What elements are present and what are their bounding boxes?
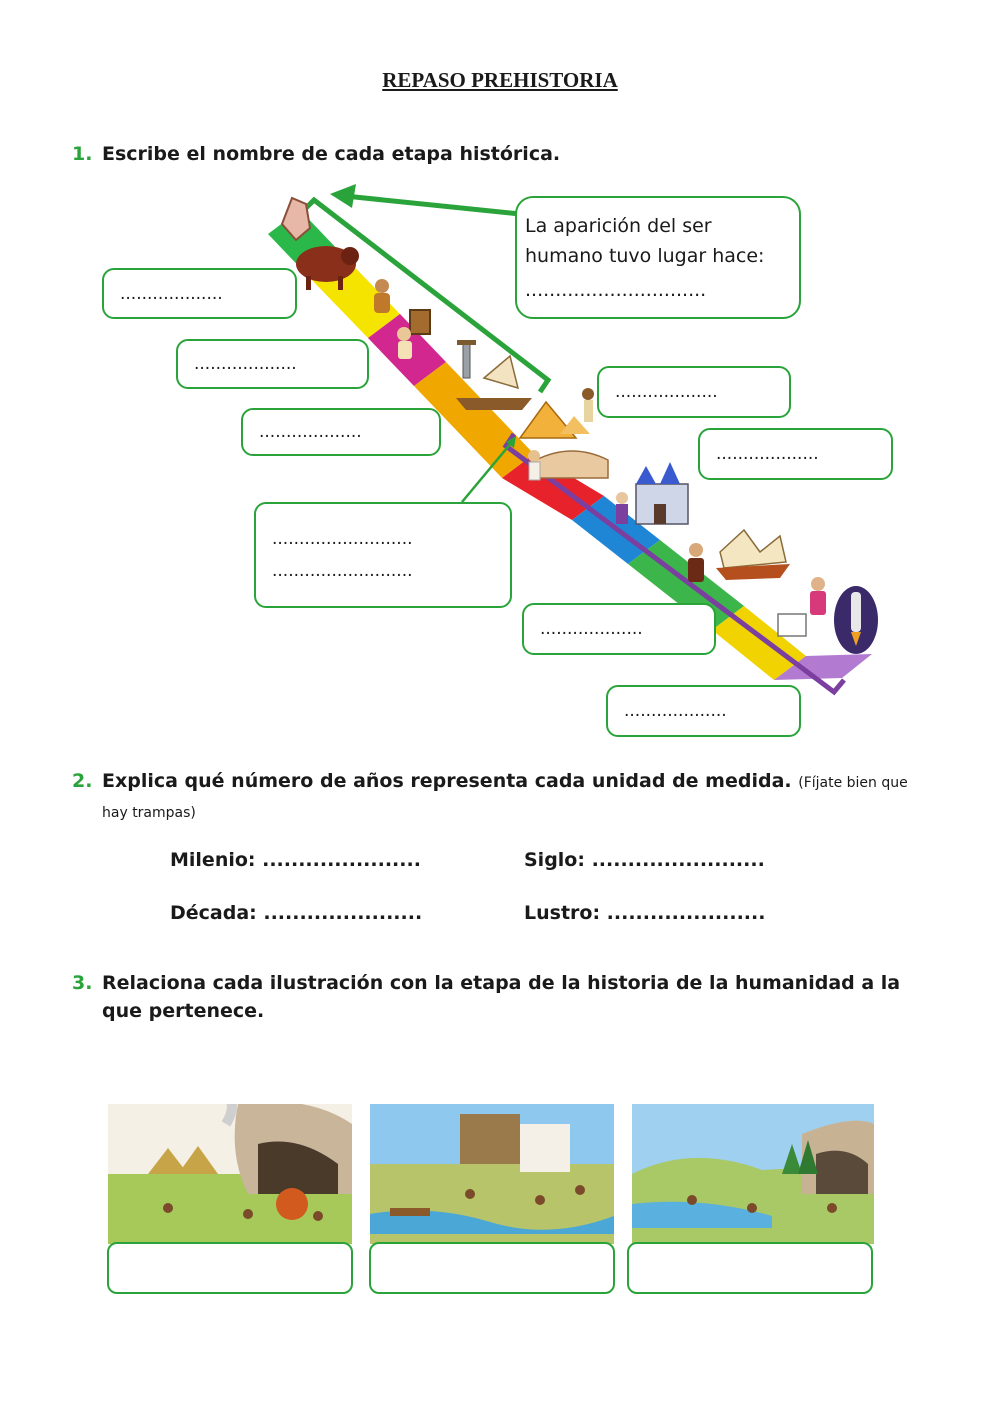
stage-answer-box-5[interactable]	[698, 428, 893, 480]
stage-answer-box-3[interactable]	[241, 408, 441, 456]
stage-answer-box-2[interactable]	[176, 339, 369, 389]
question-3-number: 3.	[72, 972, 93, 994]
stage-answer-box-1[interactable]	[102, 268, 297, 319]
milenio-field[interactable]: Milenio: ......................	[170, 849, 421, 871]
stage-answer-blank-1: ...................	[120, 283, 223, 304]
illustration-answer-box-3[interactable]	[627, 1242, 873, 1294]
stage-answer-box-6[interactable]	[522, 603, 716, 655]
stage-answer-blank-6: ...................	[540, 619, 643, 639]
stage-answer-box-4[interactable]	[597, 366, 791, 418]
stage-answer-blank-4: ...................	[615, 382, 718, 402]
page-title: REPASO PREHISTORIA	[382, 68, 618, 92]
question-2-text: Explica qué número de años representa cada unidad de medida.	[102, 770, 792, 792]
question-2	[0, 767, 1000, 823]
castle-icon	[616, 462, 688, 524]
boundary-answer-line-2: ..........................	[272, 561, 413, 581]
rocket-icon	[834, 586, 878, 654]
stage-answer-blank-3: ...................	[259, 422, 362, 442]
stage-answer-blank-5: ...................	[716, 444, 819, 464]
stage-answer-blank-2: ...................	[194, 354, 297, 374]
human-origin-callout[interactable]	[515, 196, 801, 319]
question-1-text: Escribe el nombre de cada etapa histórica.	[102, 143, 561, 165]
pyramid-icon	[520, 388, 594, 438]
sword-icon	[457, 340, 476, 378]
callout-text-line-2: humano tuvo lugar hace:	[525, 244, 765, 267]
callout-arrow-line	[345, 196, 520, 214]
lustro-field[interactable]: Lustro: ......................	[524, 902, 766, 924]
decada-field[interactable]: Década: ......................	[170, 902, 423, 924]
question-2-number: 2.	[72, 770, 93, 792]
question-3	[0, 969, 1000, 1029]
question-3-text: Relaciona cada ilustración con la etapa de la historia de la humanidad a la que pertenece.	[102, 972, 901, 1022]
colosseum-icon	[528, 450, 608, 480]
callout-arrowhead	[330, 184, 356, 208]
stage-answer-box-7[interactable]	[606, 685, 801, 737]
paleolithic-illustration	[632, 1104, 874, 1244]
boundary-answer-box[interactable]	[254, 502, 512, 608]
illustration-answer-box-1[interactable]	[107, 1242, 353, 1294]
illustration-answer-box-2[interactable]	[369, 1242, 615, 1294]
metal-age-illustration	[108, 1104, 352, 1244]
question-2-note: (Fíjate bien que hay trampas)	[102, 775, 908, 821]
siglo-field[interactable]: Siglo: ........................	[524, 849, 765, 871]
boundary-answer-line-1: ..........................	[272, 529, 413, 549]
farmer-icon	[374, 279, 390, 313]
callout-text-line-1: La aparición del ser	[525, 214, 712, 237]
question-1	[0, 140, 1000, 170]
neolithic-illustration	[370, 1104, 614, 1244]
question-1-number: 1.	[72, 143, 93, 165]
stage-answer-blank-7: ...................	[624, 701, 727, 721]
ship-icon	[688, 530, 790, 582]
callout-answer-blank: ..............................	[525, 278, 707, 301]
voting-icon	[778, 577, 826, 636]
